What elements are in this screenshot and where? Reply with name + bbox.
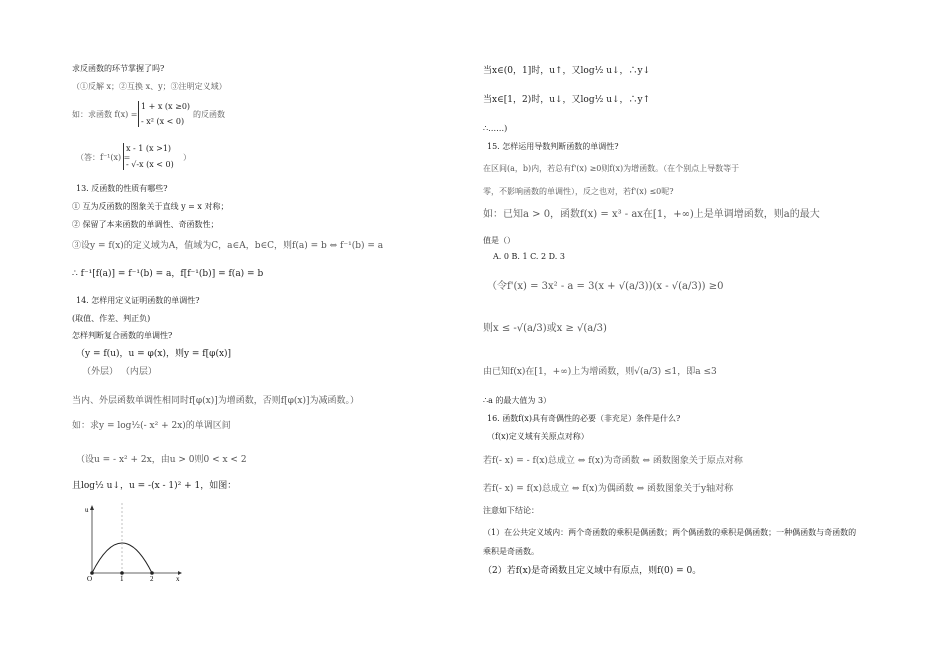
interval-0-1: 当x∈(0，1]时，u↑，又log½ u↓，∴y↓ (483, 66, 651, 76)
example-max-a: 如：已知a > 0，函数f(x) = x³ - ax在[1，+∞)上是单调增函数，则a的最大 (483, 209, 820, 220)
composite-formula: （y = f(u)，u = φ(x)，则y = f[φ(x)] (76, 349, 232, 359)
conclusion-2: （2）若f(x)是奇函数且定义域中有原点，则f(0) = 0。 (483, 566, 702, 576)
example-inverse-suffix: 的反函数 (193, 110, 225, 119)
monotonic-steps: (取值、作差、判正负) (72, 314, 151, 323)
example-max-a-cont: 值是（） (483, 236, 515, 245)
parity-domain: （f(x)定义域有关原点对称） (487, 432, 589, 441)
x-axis-label: x (176, 575, 180, 583)
tick-label-1: 1 (120, 575, 124, 583)
solution-derivative: （令f'(x) = 3x² - a = 3(x + √(a/3))(x - √(a/3)) ≥0 (487, 281, 724, 292)
example-substitution: （设u = - x² + 2x，由u > 0则0 < x < 2 (76, 455, 247, 465)
derivative-rule-1: 在区间(a，b)内，若总有f'(x) ≥0则f(x)为增函数。（在个别点上导数等于 (483, 164, 740, 173)
derivative-rule-2: 零，不影响函数的单调性），反之也对，若f'(x) ≤0呢? (483, 187, 674, 196)
property-13-4: ∴ f⁻¹[f(a)] = f⁻¹(b) = a，f[f⁻¹(b)] = f(a) = b (72, 269, 264, 279)
property-13-3: ③设y = f(x)的定义域为A，值域为C，a∈A，b∈C，则f(a) = b ⇔ f⁻¹(b) = a (72, 241, 384, 251)
answer-brace (123, 143, 124, 170)
ellipsis-close: ∴……) (483, 124, 508, 133)
example-log-interval: 如：求y = log½(- x² + 2x)的单调区间 (72, 421, 231, 431)
answer-case-1: x - 1 (x >1) (126, 144, 172, 153)
piecewise-case-2: - x² (x < 0) (141, 117, 185, 126)
u-axis-label: u (85, 506, 89, 514)
property-13-2: ② 保留了本来函数的单调性、奇函数性； (72, 220, 219, 229)
conclusion-1-cont: 乘积是奇函数。 (483, 547, 539, 556)
odd-function-rule: 若f(- x) = - f(x)总成立 ⇔ f(x)为奇函数 ⇔ 函数图象关于原点对称 (483, 456, 743, 466)
solution-range: 则x ≤ -√(a/3)或x ≥ √(a/3) (483, 323, 607, 334)
solution-conclusion: 由已知f(x)在[1，+∞)上为增函数，则√(a/3) ≤1，即a ≤3 (483, 367, 717, 377)
heading-16: 16. 函数f(x)具有奇偶性的必要（非充足）条件是什么? (487, 414, 681, 423)
piecewise-case-1: 1 + x (x ≥0) (141, 102, 191, 111)
interval-1-2: 当x∈[1，2)时，u↓，又log½ u↓，∴y↑ (483, 95, 651, 105)
answer-case-2: - √-x (x < 0) (126, 160, 174, 169)
inverse-steps-hint: （①反解 x；②互换 x、y；③注明定义域） (72, 82, 227, 91)
conclusions-heading: 注意如下结论： (483, 506, 539, 515)
composite-question: 怎样判断复合函数的单调性? (72, 331, 173, 340)
conclusion-1: （1）在公共定义域内：两个奇函数的乘积是偶函数；两个偶函数的乘积是偶函数；一种偶函数与奇函数的 (483, 528, 857, 537)
composite-rule: 当内、外层函数单调性相同时f[φ(x)]为增函数，否则f[φ(x)]为减函数。） (72, 396, 360, 406)
property-13-1: ① 互为反函数的图象关于直线 y = x 对称； (72, 202, 229, 211)
heading-15: 15. 怎样运用导数判断函数的单调性? (487, 142, 619, 151)
answer-inverse-label: （答：f⁻¹(x) = (76, 153, 131, 162)
layer-labels: （外层） （内层） (82, 367, 157, 377)
solution-answer: ∴a 的最大值为 3） (483, 396, 552, 405)
example-decreasing: 且log½ u↓，u = -(x - 1)² + 1，如图： (72, 481, 237, 491)
even-function-rule: 若f(- x) = f(x)总成立 ⇔ f(x)为偶函数 ⇔ 函数图象关于y轴对称 (483, 484, 734, 494)
piecewise-brace (138, 101, 139, 127)
question-inverse-steps: 求反函数的环节掌握了吗? (72, 64, 165, 73)
answer-close: ） (183, 153, 191, 162)
example-inverse-label: 如：求函数 f(x) = (72, 110, 138, 119)
tick-label-2: 2 (150, 575, 154, 583)
u-axis-arrow (90, 505, 94, 510)
multiple-choice-options: A. 0 B. 1 C. 2 D. 3 (493, 252, 565, 261)
parabola-graph (78, 503, 188, 583)
heading-13: 13. 反函数的性质有哪些? (76, 184, 168, 193)
origin-label: O (87, 575, 93, 583)
heading-14: 14. 怎样用定义证明函数的单调性? (76, 296, 200, 305)
